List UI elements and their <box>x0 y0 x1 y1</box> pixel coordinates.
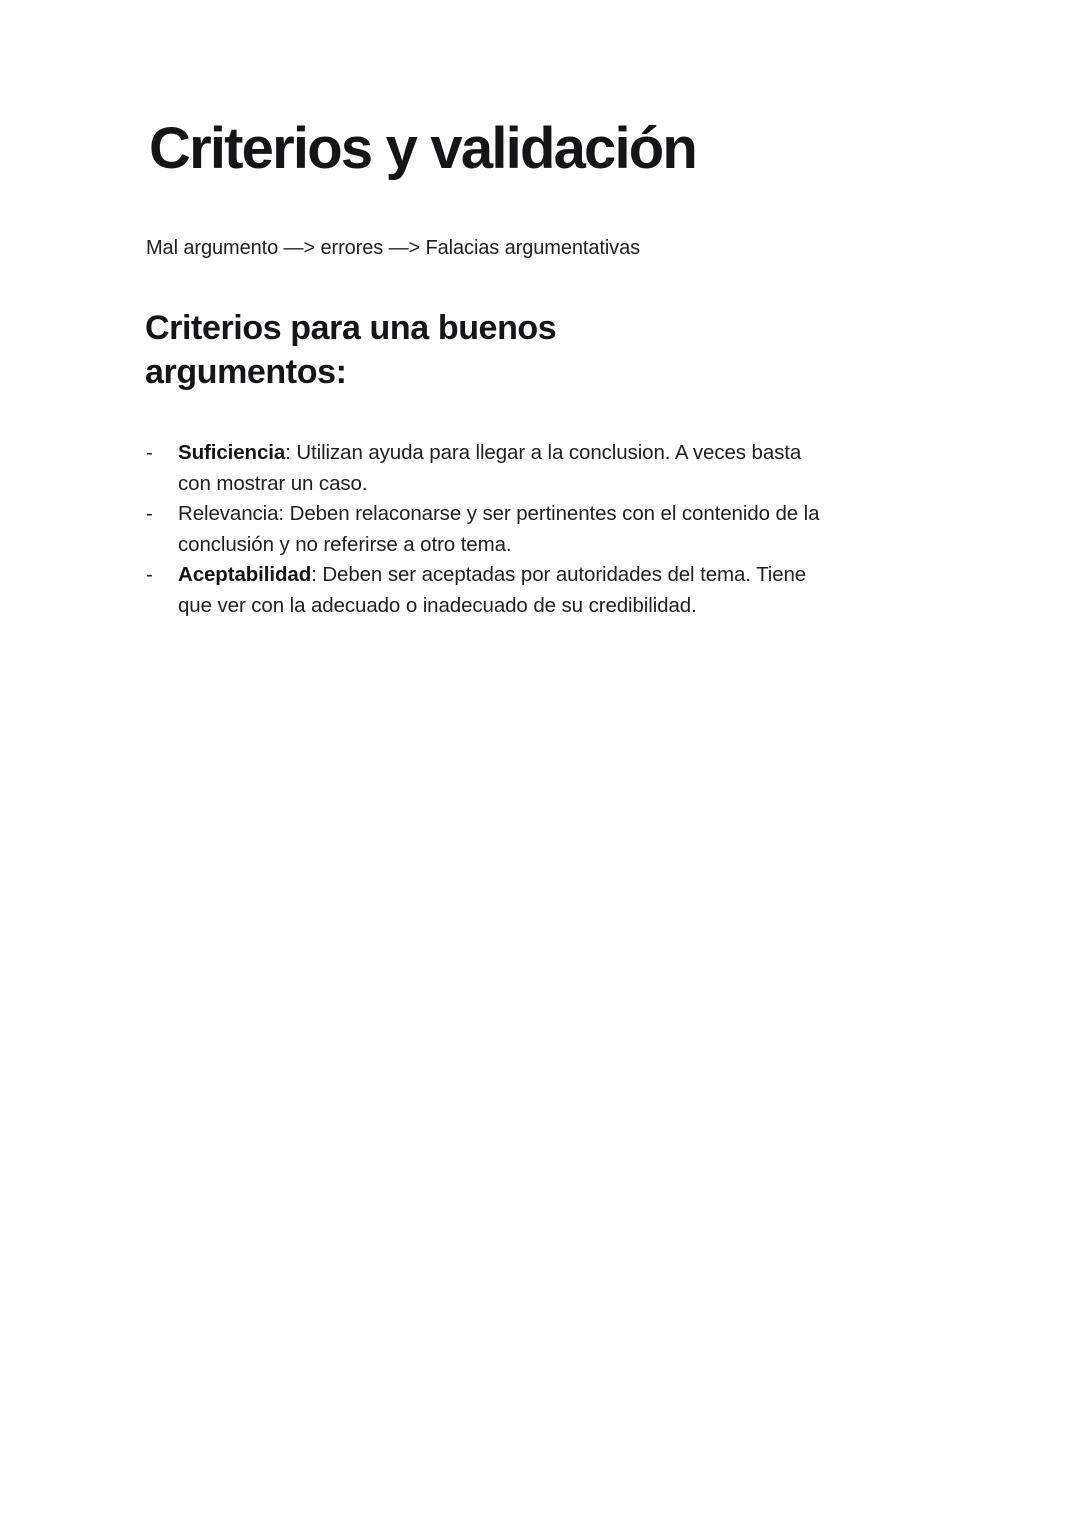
bullet-dash: - <box>146 502 153 525</box>
list-item <box>146 499 819 560</box>
list-item <box>146 438 819 499</box>
list-item <box>146 560 819 621</box>
section-heading-line: Criterios para una buenos <box>145 309 557 347</box>
section-heading <box>145 306 556 394</box>
page-title: Criterios y validación <box>149 116 697 181</box>
argument-flow-line: Mal argumento —> errores —> Falacias argumentativas <box>146 237 641 259</box>
bullet-text: Relevancia: Deben relaconarse y ser pertinentes con el contenido de la conclusión y no referirse a otro tema. <box>178 502 820 556</box>
bullet-text: Aceptabilidad: Deben ser aceptadas por autoridades del tema. Tiene que ver con la adecuado o inadecuado de su credibilidad. <box>178 563 807 617</box>
bullet-dash: - <box>146 563 153 586</box>
bullet-text: Suficiencia: Utilizan ayuda para llegar a la conclusion. A veces basta con mostrar un caso. <box>178 441 802 495</box>
criteria-list <box>146 438 819 621</box>
section-heading-line: argumentos: <box>145 353 347 391</box>
bullet-dash: - <box>146 441 153 464</box>
